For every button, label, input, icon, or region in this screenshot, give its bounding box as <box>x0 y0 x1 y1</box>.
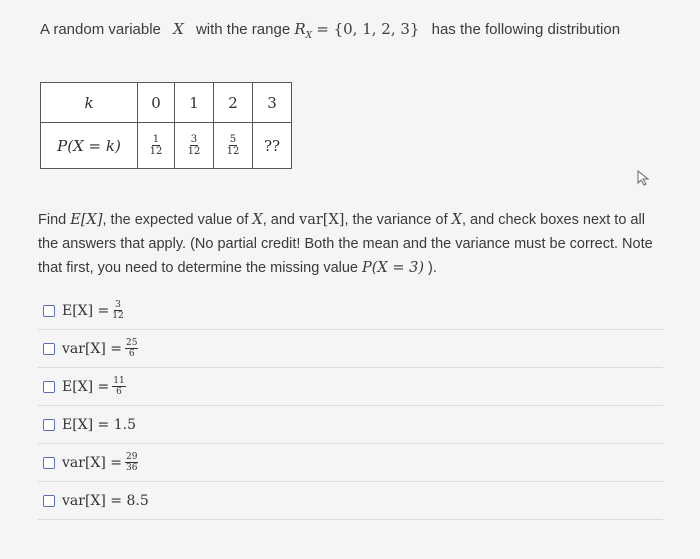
option-lhs: var[X] = 8.5 <box>62 492 149 509</box>
option-label <box>62 417 136 433</box>
option-lhs: var[X] = <box>62 340 123 357</box>
table-prob-row <box>41 123 292 169</box>
option-num: 25 <box>126 338 138 348</box>
option-var-8-5[interactable] <box>38 482 663 520</box>
intro-mid: with the range <box>195 21 291 38</box>
question-x1: X <box>252 212 263 228</box>
prob-1-den: 12 <box>187 146 201 157</box>
question-part-4: , the variance of <box>344 212 452 228</box>
intro-text <box>40 20 620 41</box>
question-x2: X <box>451 212 462 228</box>
intro-range-set: = {0, 1, 2, 3} <box>316 20 420 38</box>
option-den: 6 <box>128 349 135 359</box>
checkbox[interactable] <box>43 381 55 393</box>
option-lhs: E[X] = <box>62 378 110 395</box>
prob-row-label: P(X = k) <box>41 123 138 169</box>
question-text <box>38 208 663 280</box>
option-var-25-6[interactable] <box>38 330 663 368</box>
question-part-6: ). <box>424 260 437 276</box>
option-num: 3 <box>115 300 121 310</box>
question-part-1: Find <box>38 212 71 228</box>
option-den: 6 <box>116 387 122 397</box>
k-value-2: 2 <box>214 83 253 123</box>
table-header-row <box>41 83 292 123</box>
k-value-3: 3 <box>253 83 292 123</box>
option-num: 29 <box>126 452 138 462</box>
option-label <box>62 338 138 359</box>
prob-1-num: 3 <box>190 134 198 145</box>
prob-cell-2 <box>214 123 253 169</box>
intro-prefix: A random variable <box>40 21 161 38</box>
checkbox[interactable] <box>43 495 55 507</box>
prob-cell-3: ?? <box>253 123 292 169</box>
option-label <box>62 452 138 473</box>
checkbox[interactable] <box>43 343 55 355</box>
option-lhs: E[X] = <box>62 302 110 319</box>
checkbox[interactable] <box>43 305 55 317</box>
prob-cell-1 <box>175 123 214 169</box>
question-px3: P(X = 3) <box>362 260 425 276</box>
question-var: var[X] <box>299 212 345 228</box>
intro-range: R <box>294 20 306 38</box>
k-value-0: 0 <box>138 83 175 123</box>
option-label <box>62 376 126 397</box>
question-ex: E[X] <box>70 212 103 228</box>
prob-0-num: 1 <box>152 134 160 145</box>
question-part-5: , and check boxes next to all the answers that apply. (No partial credit! Both the mean and the variance must be correct. Note that first, you need to determine the missing value <box>38 212 653 276</box>
option-lhs: var[X] = <box>62 454 123 471</box>
checkbox[interactable] <box>43 419 55 431</box>
option-num: 11 <box>113 376 125 386</box>
prob-2-num: 5 <box>229 134 237 145</box>
option-label <box>62 300 124 321</box>
distribution-table <box>40 82 292 169</box>
prob-2-den: 12 <box>226 146 240 157</box>
question-part-2: , the expected value of <box>102 212 253 228</box>
option-ex-1-5[interactable] <box>38 406 663 444</box>
prob-cell-0 <box>138 123 175 169</box>
question-part-3: , and <box>262 212 300 228</box>
intro-suffix: has the following distribution <box>431 21 621 38</box>
prob-0-den: 12 <box>149 146 163 157</box>
option-den: 36 <box>126 463 138 473</box>
option-label <box>62 493 149 509</box>
answer-options <box>38 292 663 520</box>
intro-range-sub: X <box>305 31 313 41</box>
checkbox[interactable] <box>43 457 55 469</box>
option-lhs: E[X] = 1.5 <box>62 416 137 433</box>
option-ex-3-12[interactable] <box>38 292 663 330</box>
k-header: k <box>41 83 138 123</box>
intro-var: X <box>173 20 184 38</box>
option-var-29-36[interactable] <box>38 444 663 482</box>
option-den: 12 <box>112 311 124 321</box>
option-ex-11-6[interactable] <box>38 368 663 406</box>
k-value-1: 1 <box>175 83 214 123</box>
mouse-cursor-icon <box>637 170 651 189</box>
